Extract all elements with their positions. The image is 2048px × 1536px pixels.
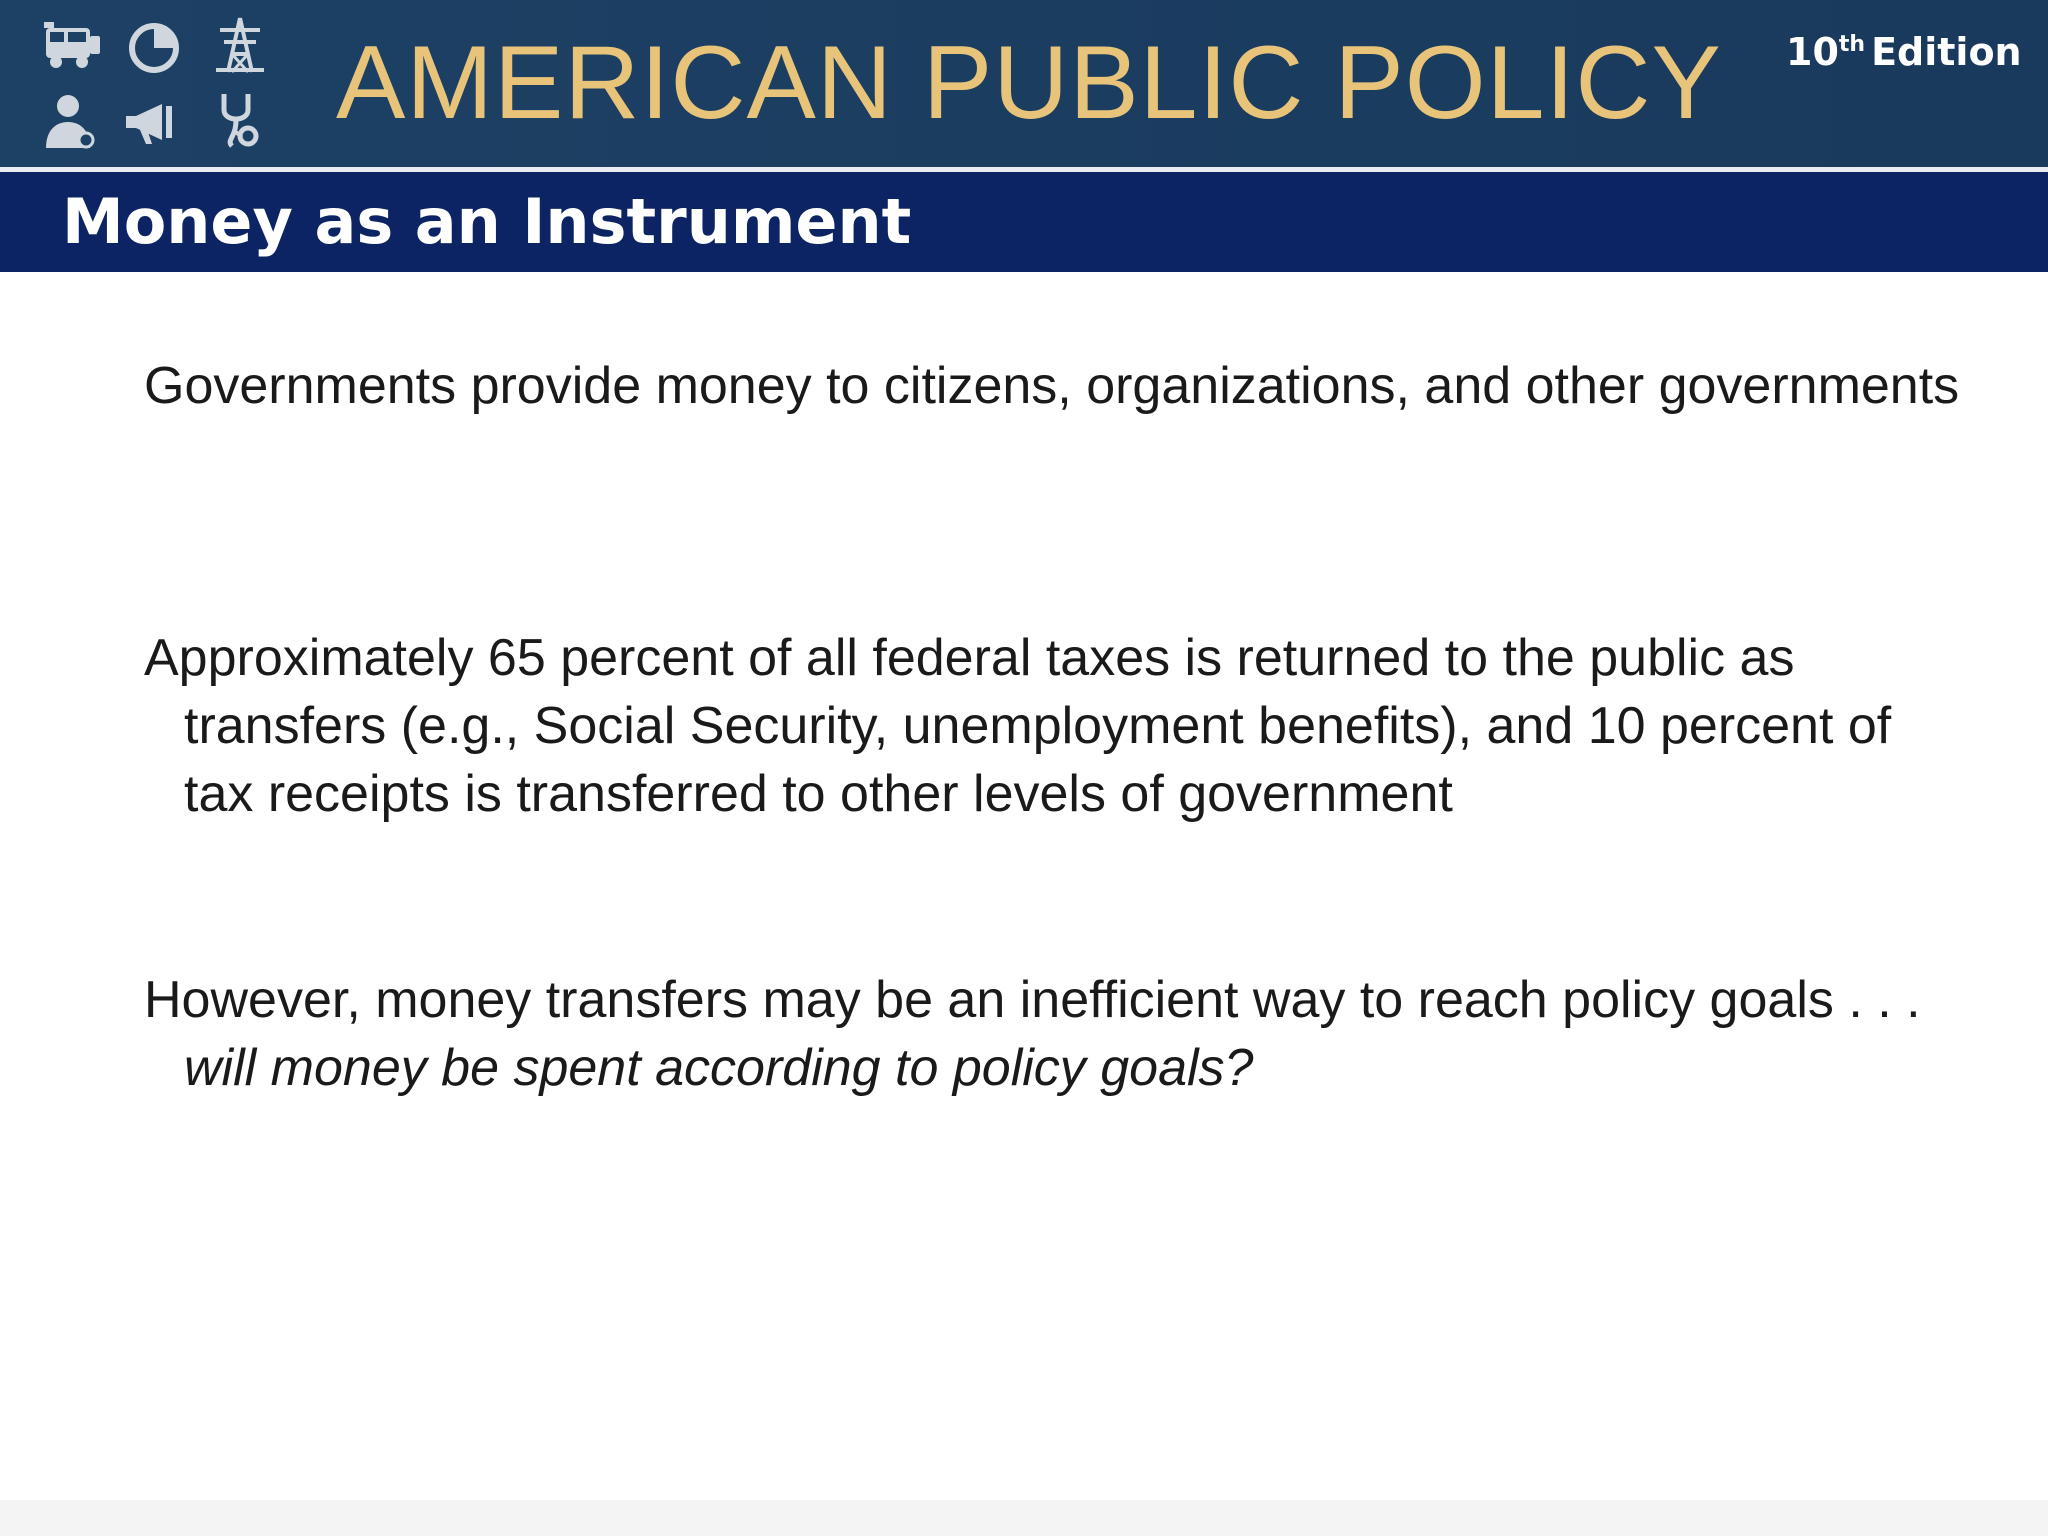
slide-title: Money as an Instrument — [62, 185, 912, 258]
paragraph-2-text: Approximately 65 percent of all federal taxes is returned to the public as transfers (e.g., Social Security, unemployment benefits), and 10 percent of tax receipts is transferred to other levels of government — [144, 629, 1892, 823]
slide-title-bar — [0, 172, 2048, 272]
paragraph-1 — [144, 352, 1974, 420]
bus-icon — [38, 18, 106, 80]
stethoscope-icon — [206, 90, 274, 152]
paragraph-1-text: Governments provide money to citizens, organizations, and other governments — [144, 357, 1960, 415]
series-title: AMERICAN PUBLIC POLICY — [336, 25, 1722, 141]
header-banner — [0, 0, 2048, 167]
edition-label — [1786, 30, 2022, 74]
power-tower-icon — [206, 14, 274, 76]
policy-icon-grid — [38, 14, 278, 154]
pie-chart-icon — [122, 18, 190, 80]
paragraph-3-emphasis: will money be spent according to policy goals? — [184, 1039, 1254, 1097]
paragraph-3 — [144, 966, 1974, 1102]
edition-suffix: th — [1838, 32, 1866, 57]
edition-number: 10 — [1786, 30, 1839, 74]
megaphone-icon — [122, 92, 190, 154]
paragraph-3-text: However, money transfers may be an inefficient way to reach policy goals . . . — [144, 971, 1921, 1029]
bottom-edge — [0, 1500, 2048, 1536]
paragraph-2 — [144, 624, 1974, 828]
doctor-icon — [38, 90, 106, 152]
edition-word: Edition — [1871, 30, 2022, 74]
